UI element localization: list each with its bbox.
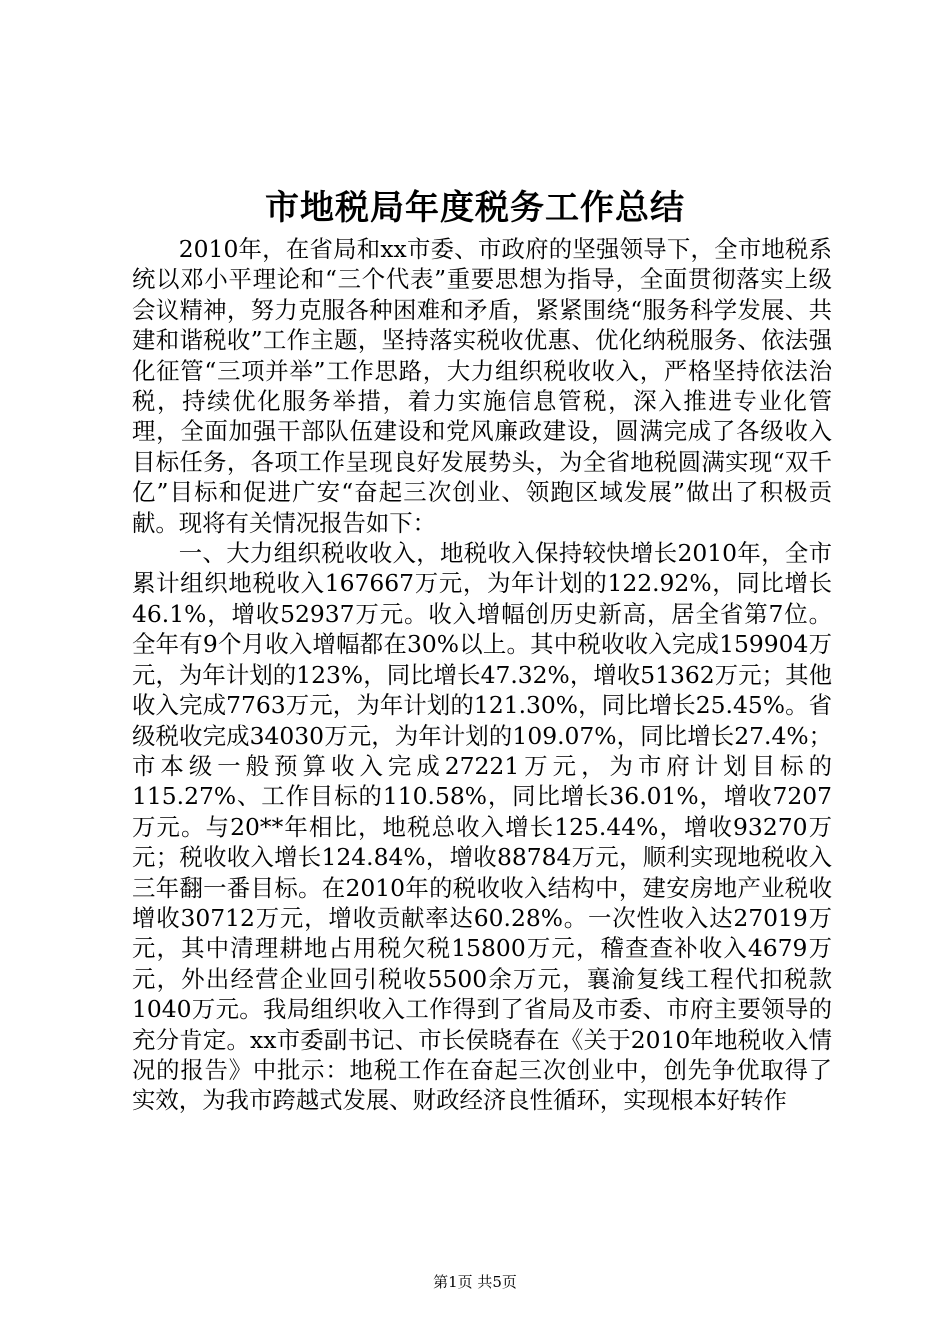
paragraph-section-one: 一、大力组织税收收入，地税收入保持较快增长2010年，全市累计组织地税收入167667万元，为年计划的122.92%，同比增长46.1%，增收52937万元。收入增幅创历史新高，居全省第7位。全年有9个月收入增幅都在30%以上。其中税收收入完成159904万元，为年计划的123%，同比增长47.32%，增收51362万元；其他收入完成7763万元，为年计划的121.30%，同比增长25.45%。省级税收完成34030万元，为年计划的109.07%，同比增长27.4%；市本级一般预算收入完成27221万元，为市府计划目标的115.27%、工作目标的110.58%，同比增长36.01%，增收7207万元。与20**年相比，地税总收入增长125.44%，增收93270万元；税收收入增长124.84%，增收88784万元，顺利实现地税收入三年翻一番目标。在2010年的税收收入结构中，建安房地产业税收增收30712万元，增收贡献率达60.28%。一次性收入达27019万元，其中清理耕地占用税欠税15800万元，稽查查补收入4679万元，外出经营企业回引税收5500余万元，襄渝复线工程代扣税款1040万元。我局组织收入工作得到了省局及市委、市府主要领导的充分肯定。xx市委副书记、市长侯晓春在《关于2010年地税收入情况的报告》中批示：地税工作在奋起三次创业中，创先争优取得了实效，为我市跨越式发展、财政经济良性循环，实现根本好转作: [132, 539, 832, 1115]
paragraph-intro: 2010年，在省局和xx市委、市政府的坚强领导下，全市地税系统以邓小平理论和“三个代表”重要思想为指导，全面贯彻落实上级会议精神，努力克服各种困难和矛盾，紧紧围绕“服务科学发展、共建和谐税收”工作主题，坚持落实税收优惠、优化纳税服务、依法强化征管“三项并举”工作思路，大力组织税收收入，严格坚持依法治税，持续优化服务举措，着力实施信息管税，深入推进专业化管理，全面加强干部队伍建设和党风廉政建设，圆满完成了各级收入目标任务，各项工作呈现良好发展势头，为全省地税圆满实现“双千亿”目标和促进广安“奋起三次创业、领跑区域发展”做出了积极贡献。现将有关情况报告如下：: [132, 235, 832, 537]
document-body: [132, 234, 832, 1116]
page-number-footer: 第1页 共5页: [433, 1273, 517, 1291]
document-title: 市地税局年度税务工作总结: [265, 188, 685, 228]
